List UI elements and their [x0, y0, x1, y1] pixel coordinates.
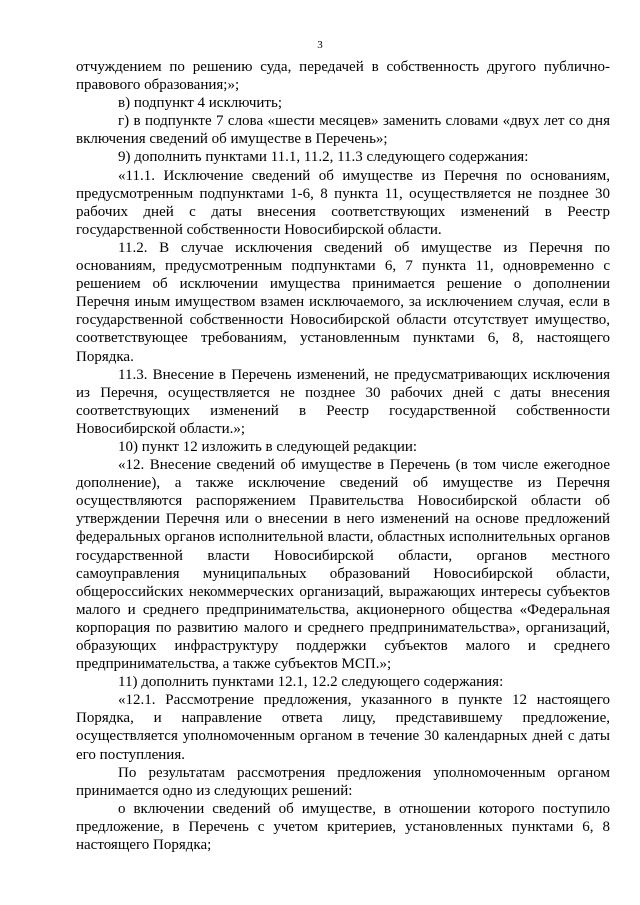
- paragraph-4: 9) дополнить пунктами 11.1, 11.2, 11.3 следующего содержания:: [118, 149, 529, 166]
- paragraph-10: 11) дополнить пунктами 12.1, 12.2 следующего содержания:: [118, 674, 504, 691]
- paragraph-12: По результатам рассмотрения предложения уполномоченным органом принимается одно из следующих решений:: [76, 764, 610, 799]
- paragraph-6: 11.2. В случае исключения сведений об имуществе из Перечня по основаниям, предусмотренным подпунктами 6, 7 пункта 11, одновременно с решением об исключении имущества принимается решение о дополнении Перечня иным имуществом взамен исключаемого, за исключением случая, если в государственной собственности Новосибирской области отсутствует имущество, соответствующее требованиям, установленным пунктами 6, 8, настоящего Порядка.: [76, 239, 610, 365]
- paragraph-7: 11.3. Внесение в Перечень изменений, не предусматривающих исключения из Перечня, осуществляется не позднее 30 рабочих дней с даты внесения соответствующих изменений в Реестр государственной собственности Новосибирской области.»;: [76, 366, 610, 437]
- paragraph-5: «11.1. Исключение сведений об имуществе из Перечня по основаниям, предусмотренным подпунктами 1-6, 8 пункта 11, осуществляется не позднее 30 рабочих дней с даты внесения соответствующих изменений в Реестр государственной собственности Новосибирской области.: [76, 167, 610, 238]
- paragraph-9: «12. Внесение сведений об имуществе в Перечень (в том числе ежегодное дополнение), а также исключение сведений об имуществе из Перечня осуществляются распоряжением Правительства Новосибирской области об утверждении Перечня или о внесении в него изменений на основе предложений федеральных органов исполнительной власти, областных исполнительных органов государственной власти Новосибирской области, органов местного самоуправления муниципальных образований Новосибирской области, общероссийских некоммерческих организаций, выражающих интересы субъектов малого и среднего предпринимательства, акционерного общества «Федеральная корпорация по развитию малого и среднего предпринимательства», организаций, образующих инфраструктуру поддержки субъектов малого и среднего предпринимательства, а также субъектов МСП.»;: [76, 457, 610, 673]
- paragraph-13: о включении сведений об имуществе, в отношении которого поступило предложение, в Перечень с учетом критериев, установленных пунктами 6, 8 настоящего Порядка;: [76, 800, 610, 854]
- paragraph-2: в) подпункт 4 исключить;: [118, 95, 282, 112]
- document-body: [76, 58, 610, 854]
- paragraph-8: 10) пункт 12 изложить в следующей редакции:: [118, 438, 418, 455]
- page-number: 3: [317, 39, 323, 51]
- paragraph-1: отчуждением по решению суда, передачей в собственность другого публично-правового образования;»;: [76, 59, 610, 94]
- paragraph-3: г) в подпункте 7 слова «шести месяцев» заменить словами «двух лет со дня включения сведений об имуществе в Перечень»;: [76, 113, 610, 148]
- paragraph-11: «12.1. Рассмотрение предложения, указанного в пункте 12 настоящего Порядка, и направление ответа лицу, представившему предложение, осуществляется уполномоченным органом в течение 30 календарных дней с даты его поступления.: [76, 692, 610, 763]
